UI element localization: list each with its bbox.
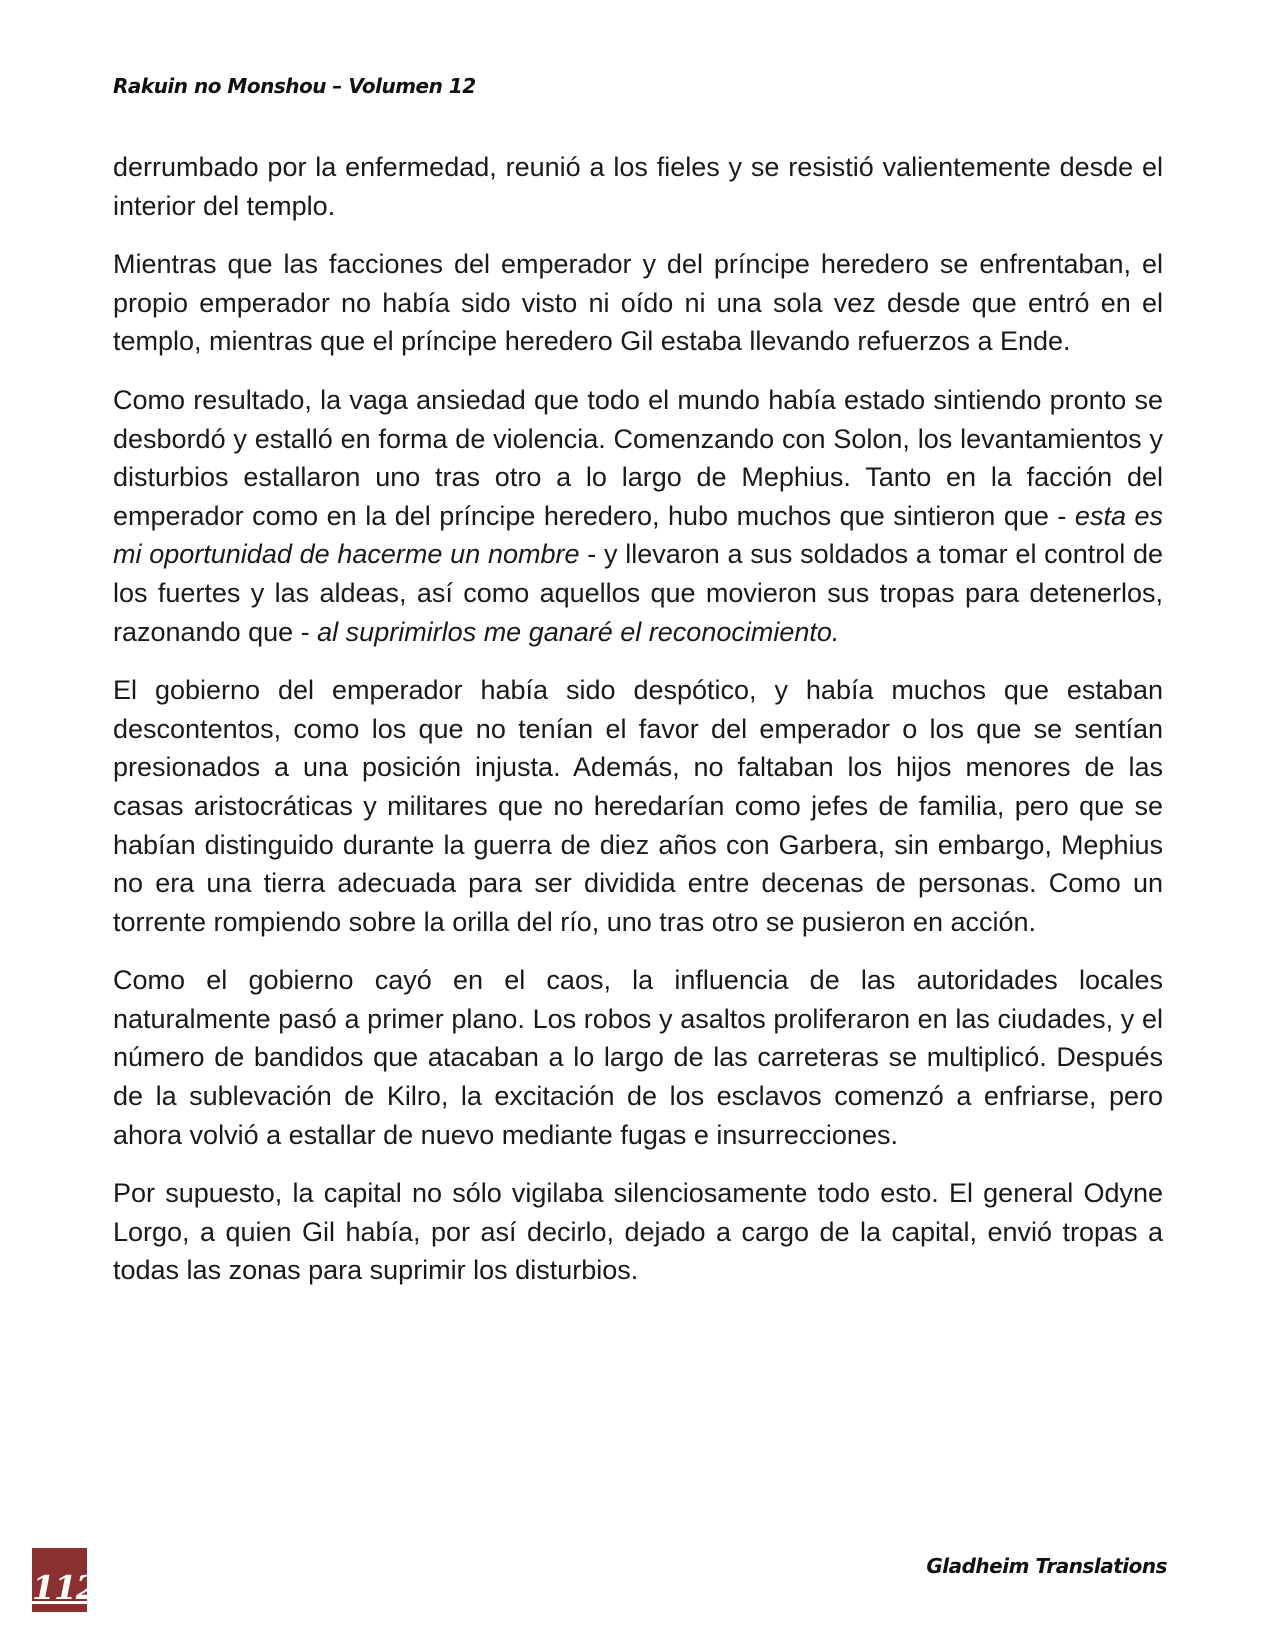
paragraph bbox=[113, 245, 1163, 361]
paragraph bbox=[113, 671, 1163, 941]
paragraph bbox=[113, 1174, 1163, 1290]
italic-text-run: al suprimirlos me ganaré el reconocimiento. bbox=[317, 616, 840, 647]
text-run: - y llevaron a sus soldados a tomar el control de los fuertes y las aldeas, así como aquellos que movieron sus tropas para detenerlos, razonando que - bbox=[113, 539, 1164, 647]
text-run: Como el gobierno cayó en el caos, la influencia de las autoridades locales naturalmente pasó a primer plano. Los robos y asaltos proliferaron en las ciudades, y el número de bandidos que atacaban a lo largo de las carreteras se multiplicó. Después de la sublevación de Kilro, la excitación de los esclavos comenzó a enfriarse, pero ahora volvió a estallar de nuevo mediante fugas e insurrecciones. bbox=[113, 965, 1163, 1150]
text-run: derrumbado por la enfermedad, reunió a los fieles y se resistió valientemente desde el interior del templo. bbox=[113, 152, 1163, 221]
text-run: El gobierno del emperador había sido despótico, y había muchos que estaban descontentos, como los que no tenían el favor del emperador o los que se sentían presionados a una posición injusta. Además, no faltaban los hijos menores de las casas aristocráticas y militares que no heredarían como jefes de familia, pero que se habían distinguido durante la guerra de diez años con Garbera, sin embargo, Mephius no era una tierra adecuada para ser dividida entre decenas de personas. Como un torrente rompiendo sobre la orilla del río, uno tras otro se pusieron en acción. bbox=[113, 675, 1163, 937]
chapter-body bbox=[113, 148, 1163, 1310]
page-number: 112 bbox=[32, 1568, 98, 1607]
text-run: Por supuesto, la capital no sólo vigilaba silenciosamente todo esto. El general Odyne Lorgo, a quien Gil había, por así decirlo, dejado a cargo de la capital, envió tropas a todas las zonas para suprimir los disturbios. bbox=[113, 1178, 1163, 1286]
italic-text-run: esta es mi oportunidad de hacerme un nombre bbox=[113, 500, 1163, 570]
text-run: Mientras que las facciones del emperador y del príncipe heredero se enfrentaban, el propio emperador no había sido visto ni oído ni una sola vez desde que entró en el templo, mientras que el príncipe heredero Gil estaba llevando refuerzos a Ende. bbox=[113, 249, 1163, 357]
text-run: Como resultado, la vaga ansiedad que todo el mundo había estado sintiendo pronto se desbordó y estalló en forma de violencia. Comenzando con Solon, los levantamientos y disturbios estallaron uno tras otro a lo largo de Mephius. Tanto en la facción del emperador como en la del príncipe heredero, hubo muchos que sintieron que - bbox=[113, 384, 1163, 531]
paragraph bbox=[113, 148, 1163, 225]
paragraph bbox=[113, 381, 1163, 651]
paragraph bbox=[113, 961, 1163, 1154]
footer-brand: Gladheim Translations bbox=[926, 1554, 1167, 1578]
running-header: Rakuin no Monshou – Volumen 12 bbox=[113, 74, 476, 98]
